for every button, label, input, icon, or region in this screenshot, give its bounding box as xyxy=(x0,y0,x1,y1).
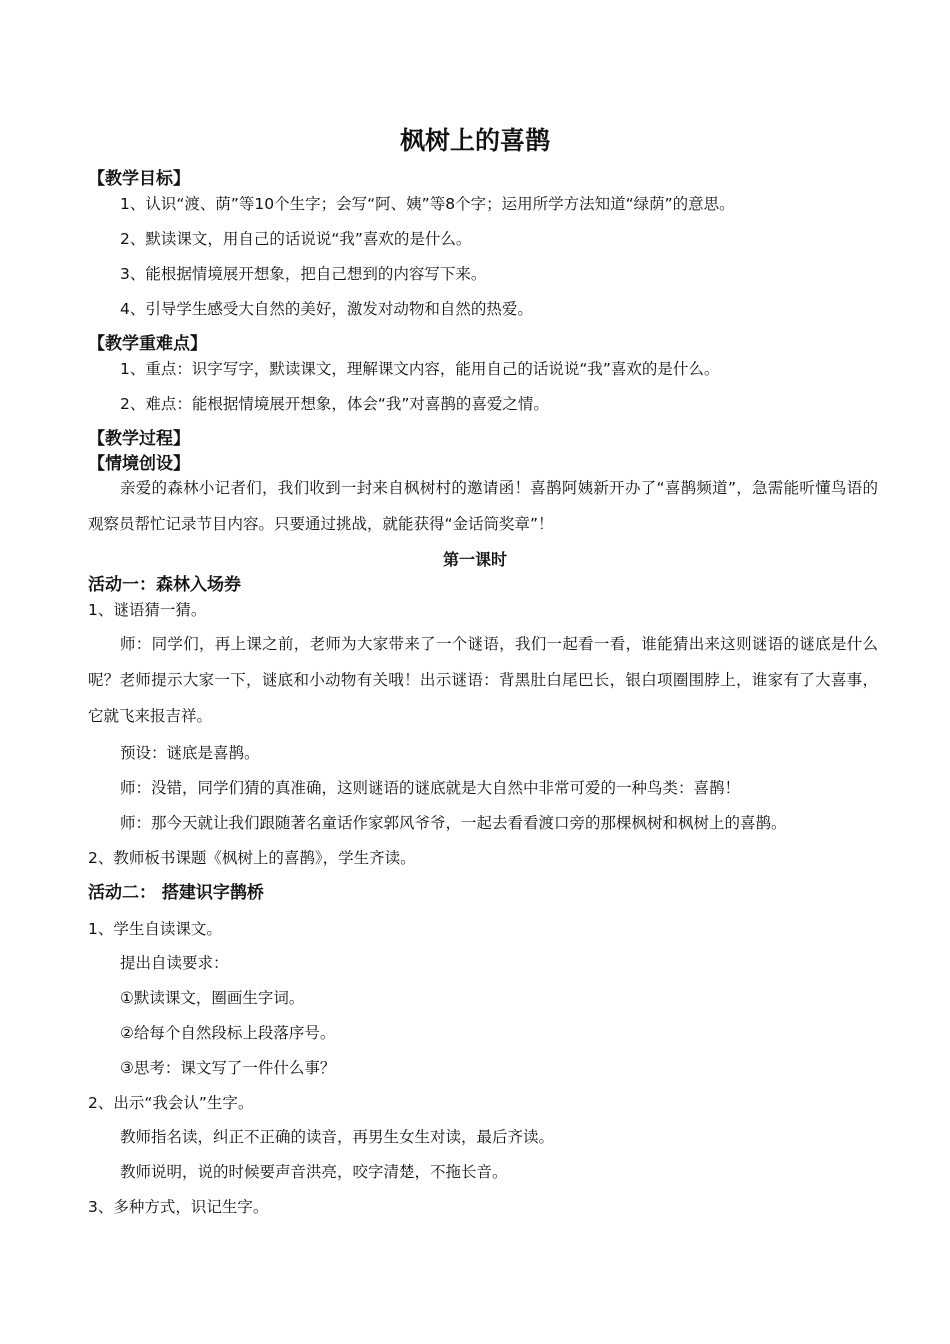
keypoints-heading: 【教学重难点】 xyxy=(88,334,207,354)
activity2-reading-line-1: 教师指名读，纠正不正确的读音，再男生女生对读，最后齐读。 xyxy=(120,1128,555,1146)
activity1-heading: 活动一：森林入场券 xyxy=(88,575,241,595)
goals-heading: 【教学目标】 xyxy=(88,169,190,189)
keypoint-item-1: 1、重点：识字写字，默读课文，理解课文内容，能用自己的话说说“我”喜欢的是什么。 xyxy=(120,360,720,378)
activity2-requirement-3: ③思考：课文写了一件什么事？ xyxy=(120,1059,336,1077)
goal-item-3: 3、能根据情境展开想象，把自己想到的内容写下来。 xyxy=(120,265,487,283)
process-heading: 【教学过程】 xyxy=(88,429,190,449)
activity2-requirement-1: ①默读课文，圈画生字词。 xyxy=(120,989,305,1007)
page-title: 枫树上的喜鹊 xyxy=(399,126,550,155)
activity2-step3: 3、多种方式，识记生字。 xyxy=(88,1198,269,1216)
activity1-teacher-line-2: 师：没错，同学们猜的真准确，这则谜语的谜底就是大自然中非常可爱的一种鸟类：喜鹊！ xyxy=(120,779,741,797)
activity1-teacher-line-3: 师：那今天就让我们跟随著名童话作家郭风爷爷，一起去看看渡口旁的那棵枫树和枫树上的喜鹊。 xyxy=(120,814,787,832)
activity2-reading-line-2: 教师说明，说的时候要声音洪亮，咬字清楚，不拖长音。 xyxy=(120,1163,508,1181)
activity2-requirements-title: 提出自读要求： xyxy=(120,954,229,972)
keypoint-item-2: 2、难点：能根据情境展开想象，体会“我”对喜鹊的喜爱之情。 xyxy=(120,395,549,413)
lesson1-heading: 第一课时 xyxy=(442,550,507,569)
activity2-step1: 1、学生自读课文。 xyxy=(88,920,222,938)
goal-item-1: 1、认识“渡、荫”等10个生字；会写“阿、姨”等8个字；运用所学方法知道“绿荫”的意思。 xyxy=(120,195,735,213)
activity1-step2: 2、教师板书课题《枫树上的喜鹊》，学生齐读。 xyxy=(88,849,416,867)
activity1-preset: 预设：谜底是喜鹊。 xyxy=(120,744,260,762)
scene-paragraph: 亲爱的森林小记者们，我们收到一封来自枫树村的邀请函！喜鹊阿姨新开办了“喜鹊频道”，急需能听懂鸟语的观察员帮忙记录节目内容。只要通过挑战，就能获得“金话筒奖章”！ xyxy=(88,479,878,533)
scene-heading: 【情境创设】 xyxy=(88,454,190,474)
goal-item-2: 2、默读课文，用自己的话说说“我”喜欢的是什么。 xyxy=(120,230,472,248)
activity1-step1: 1、谜语猜一猜。 xyxy=(88,601,207,619)
activity1-teacher-paragraph: 师：同学们，再上课之前，老师为大家带来了一个谜语，我们一起看一看，谁能猜出来这则谜语的谜底是什么呢？老师提示大家一下，谜底和小动物有关哦！出示谜语：背黑肚白尾巴长，银白项圈围脖上，谁家有了大喜事，它就飞来报吉祥。 xyxy=(88,635,878,725)
activity2-requirement-2: ②给每个自然段标上段落序号。 xyxy=(120,1024,336,1042)
goal-item-4: 4、引导学生感受大自然的美好，激发对动物和自然的热爱。 xyxy=(120,300,533,318)
activity2-heading: 活动二： 搭建识字鹊桥 xyxy=(88,883,264,903)
activity2-step2: 2、出示“我会认”生字。 xyxy=(88,1094,254,1112)
